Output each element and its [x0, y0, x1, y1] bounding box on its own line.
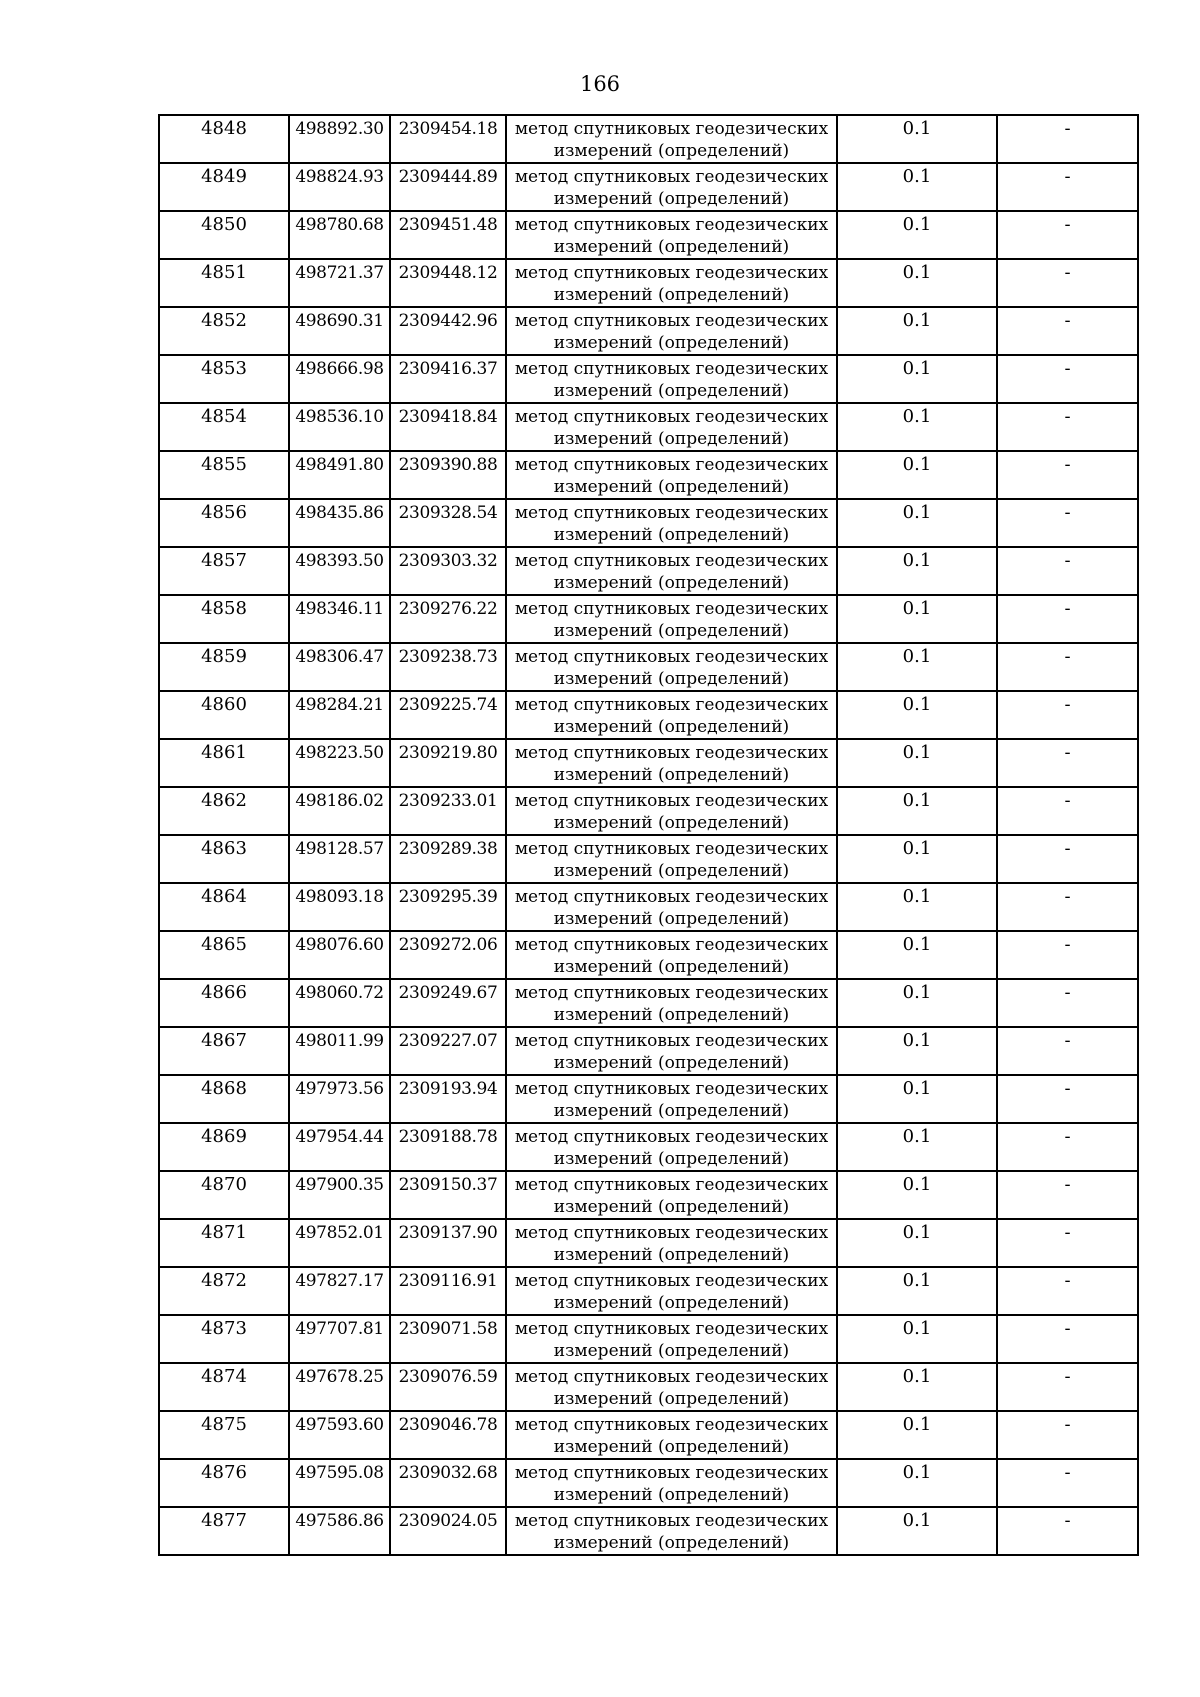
method-text-line: метод спутниковых геодезических: [514, 1415, 829, 1435]
y-coordinate-cell: 2309295.39: [390, 883, 506, 931]
accuracy-cell: 0.1: [837, 499, 997, 547]
y-coordinate-cell: 2309076.59: [390, 1363, 506, 1411]
description-cell: -: [997, 403, 1138, 451]
table-row: [159, 1459, 1138, 1507]
point-number-cell: 4864: [159, 883, 289, 931]
method-text-line: измерений (определений): [553, 381, 790, 401]
point-number-cell: 4870: [159, 1171, 289, 1219]
description-cell: -: [997, 691, 1138, 739]
point-number-cell: 4873: [159, 1315, 289, 1363]
table-row: [159, 931, 1138, 979]
method-cell: [506, 1171, 837, 1219]
method-text-line: измерений (определений): [553, 1149, 790, 1169]
method-cell: [506, 163, 837, 211]
description-cell: -: [997, 1219, 1138, 1267]
accuracy-cell: 0.1: [837, 979, 997, 1027]
y-coordinate-cell: 2309289.38: [390, 835, 506, 883]
point-number-cell: 4868: [159, 1075, 289, 1123]
table-row: [159, 835, 1138, 883]
point-number-cell: 4851: [159, 259, 289, 307]
method-text-line: метод спутниковых геодезических: [514, 503, 829, 523]
method-cell: [506, 1315, 837, 1363]
point-number-cell: 4872: [159, 1267, 289, 1315]
x-coordinate-cell: 497593.60: [289, 1411, 390, 1459]
y-coordinate-cell: 2309454.18: [390, 115, 506, 163]
x-coordinate-cell: 498093.18: [289, 883, 390, 931]
method-text-line: измерений (определений): [553, 957, 790, 977]
y-coordinate-cell: 2309418.84: [390, 403, 506, 451]
table-row: [159, 355, 1138, 403]
method-text-line: измерений (определений): [553, 1101, 790, 1121]
table-row: [159, 1315, 1138, 1363]
method-text-line: измерений (определений): [553, 669, 790, 689]
method-cell: [506, 403, 837, 451]
x-coordinate-cell: 498284.21: [289, 691, 390, 739]
y-coordinate-cell: 2309233.01: [390, 787, 506, 835]
accuracy-cell: 0.1: [837, 355, 997, 403]
page-number: 166: [579, 72, 621, 96]
accuracy-cell: 0.1: [837, 1171, 997, 1219]
method-text-line: метод спутниковых геодезических: [514, 215, 829, 235]
point-number-cell: 4854: [159, 403, 289, 451]
description-cell: -: [997, 211, 1138, 259]
y-coordinate-cell: 2309448.12: [390, 259, 506, 307]
point-number-cell: 4867: [159, 1027, 289, 1075]
table-row: [159, 595, 1138, 643]
method-text-line: метод спутниковых геодезических: [514, 263, 829, 283]
method-cell: [506, 883, 837, 931]
y-coordinate-cell: 2309442.96: [390, 307, 506, 355]
point-number-cell: 4874: [159, 1363, 289, 1411]
y-coordinate-cell: 2309188.78: [390, 1123, 506, 1171]
method-text-line: измерений (определений): [553, 1389, 790, 1409]
method-text-line: измерений (определений): [553, 1533, 790, 1553]
table-row: [159, 979, 1138, 1027]
point-number-cell: 4861: [159, 739, 289, 787]
point-number-cell: 4856: [159, 499, 289, 547]
description-cell: -: [997, 499, 1138, 547]
method-text-line: метод спутниковых геодезических: [514, 887, 829, 907]
x-coordinate-cell: 498011.99: [289, 1027, 390, 1075]
method-text-line: измерений (определений): [553, 141, 790, 161]
x-coordinate-cell: 498721.37: [289, 259, 390, 307]
method-text-line: измерений (определений): [553, 1005, 790, 1025]
method-cell: [506, 259, 837, 307]
method-text-line: метод спутниковых геодезических: [514, 1511, 829, 1531]
accuracy-cell: 0.1: [837, 1123, 997, 1171]
method-text-line: метод спутниковых геодезических: [514, 359, 829, 379]
method-cell: [506, 835, 837, 883]
table-row: [159, 1123, 1138, 1171]
description-cell: -: [997, 259, 1138, 307]
table-row: [159, 307, 1138, 355]
y-coordinate-cell: 2309390.88: [390, 451, 506, 499]
y-coordinate-cell: 2309225.74: [390, 691, 506, 739]
method-text-line: измерений (определений): [553, 1293, 790, 1313]
method-cell: [506, 1123, 837, 1171]
description-cell: -: [997, 739, 1138, 787]
table-row: [159, 643, 1138, 691]
description-cell: -: [997, 1171, 1138, 1219]
y-coordinate-cell: 2309071.58: [390, 1315, 506, 1363]
table-row: [159, 739, 1138, 787]
method-cell: [506, 1459, 837, 1507]
point-number-cell: 4871: [159, 1219, 289, 1267]
coordinates-table-body: [159, 115, 1138, 1555]
point-number-cell: 4852: [159, 307, 289, 355]
accuracy-cell: 0.1: [837, 259, 997, 307]
point-number-cell: 4863: [159, 835, 289, 883]
method-text-line: измерений (определений): [553, 285, 790, 305]
method-text-line: метод спутниковых геодезических: [514, 1175, 829, 1195]
table-row: [159, 1075, 1138, 1123]
method-text-line: метод спутниковых геодезических: [514, 1463, 829, 1483]
method-text-line: измерений (определений): [553, 717, 790, 737]
table-row: [159, 259, 1138, 307]
method-text-line: метод спутниковых геодезических: [514, 695, 829, 715]
accuracy-cell: 0.1: [837, 1315, 997, 1363]
description-cell: -: [997, 979, 1138, 1027]
table-row: [159, 403, 1138, 451]
description-cell: -: [997, 1027, 1138, 1075]
method-text-line: метод спутниковых геодезических: [514, 311, 829, 331]
y-coordinate-cell: 2309451.48: [390, 211, 506, 259]
point-number-cell: 4849: [159, 163, 289, 211]
x-coordinate-cell: 498435.86: [289, 499, 390, 547]
method-cell: [506, 499, 837, 547]
method-cell: [506, 1027, 837, 1075]
table-row: [159, 1507, 1138, 1555]
table-row: [159, 547, 1138, 595]
x-coordinate-cell: 498076.60: [289, 931, 390, 979]
method-text-line: измерений (определений): [553, 621, 790, 641]
method-cell: [506, 979, 837, 1027]
accuracy-cell: 0.1: [837, 739, 997, 787]
y-coordinate-cell: 2309219.80: [390, 739, 506, 787]
table-row: [159, 883, 1138, 931]
method-text-line: измерений (определений): [553, 1437, 790, 1457]
y-coordinate-cell: 2309328.54: [390, 499, 506, 547]
point-number-cell: 4850: [159, 211, 289, 259]
accuracy-cell: 0.1: [837, 547, 997, 595]
x-coordinate-cell: 497827.17: [289, 1267, 390, 1315]
x-coordinate-cell: 498186.02: [289, 787, 390, 835]
y-coordinate-cell: 2309227.07: [390, 1027, 506, 1075]
method-cell: [506, 643, 837, 691]
x-coordinate-cell: 497586.86: [289, 1507, 390, 1555]
point-number-cell: 4865: [159, 931, 289, 979]
table-row: [159, 115, 1138, 163]
method-cell: [506, 1219, 837, 1267]
table-row: [159, 787, 1138, 835]
x-coordinate-cell: 498128.57: [289, 835, 390, 883]
method-text-line: метод спутниковых геодезических: [514, 1079, 829, 1099]
point-number-cell: 4855: [159, 451, 289, 499]
accuracy-cell: 0.1: [837, 787, 997, 835]
x-coordinate-cell: 498690.31: [289, 307, 390, 355]
description-cell: -: [997, 1075, 1138, 1123]
point-number-cell: 4858: [159, 595, 289, 643]
y-coordinate-cell: 2309137.90: [390, 1219, 506, 1267]
point-number-cell: 4877: [159, 1507, 289, 1555]
description-cell: -: [997, 1363, 1138, 1411]
method-text-line: метод спутниковых геодезических: [514, 599, 829, 619]
y-coordinate-cell: 2309416.37: [390, 355, 506, 403]
x-coordinate-cell: 498306.47: [289, 643, 390, 691]
method-text-line: измерений (определений): [553, 573, 790, 593]
accuracy-cell: 0.1: [837, 1075, 997, 1123]
method-text-line: метод спутниковых геодезических: [514, 455, 829, 475]
method-text-line: метод спутниковых геодезических: [514, 119, 829, 139]
accuracy-cell: 0.1: [837, 835, 997, 883]
description-cell: -: [997, 835, 1138, 883]
table-row: [159, 1363, 1138, 1411]
x-coordinate-cell: 498060.72: [289, 979, 390, 1027]
description-cell: -: [997, 307, 1138, 355]
method-text-line: метод спутниковых геодезических: [514, 1271, 829, 1291]
y-coordinate-cell: 2309272.06: [390, 931, 506, 979]
description-cell: -: [997, 595, 1138, 643]
method-cell: [506, 547, 837, 595]
table-row: [159, 1027, 1138, 1075]
method-text-line: метод спутниковых геодезических: [514, 1127, 829, 1147]
y-coordinate-cell: 2309032.68: [390, 1459, 506, 1507]
point-number-cell: 4859: [159, 643, 289, 691]
x-coordinate-cell: 498346.11: [289, 595, 390, 643]
table-row: [159, 691, 1138, 739]
method-text-line: измерений (определений): [553, 1053, 790, 1073]
x-coordinate-cell: 498536.10: [289, 403, 390, 451]
method-text-line: измерений (определений): [553, 813, 790, 833]
method-cell: [506, 1507, 837, 1555]
method-cell: [506, 595, 837, 643]
y-coordinate-cell: 2309116.91: [390, 1267, 506, 1315]
accuracy-cell: 0.1: [837, 115, 997, 163]
method-text-line: измерений (определений): [553, 189, 790, 209]
method-text-line: метод спутниковых геодезических: [514, 1031, 829, 1051]
description-cell: -: [997, 163, 1138, 211]
point-number-cell: 4862: [159, 787, 289, 835]
accuracy-cell: 0.1: [837, 1363, 997, 1411]
description-cell: -: [997, 1267, 1138, 1315]
table-row: [159, 211, 1138, 259]
description-cell: -: [997, 1411, 1138, 1459]
x-coordinate-cell: 497595.08: [289, 1459, 390, 1507]
method-text-line: метод спутниковых геодезических: [514, 839, 829, 859]
accuracy-cell: 0.1: [837, 403, 997, 451]
method-text-line: измерений (определений): [553, 1245, 790, 1265]
method-cell: [506, 307, 837, 355]
method-cell: [506, 115, 837, 163]
accuracy-cell: 0.1: [837, 1507, 997, 1555]
accuracy-cell: 0.1: [837, 931, 997, 979]
y-coordinate-cell: 2309276.22: [390, 595, 506, 643]
accuracy-cell: 0.1: [837, 595, 997, 643]
table-row: [159, 499, 1138, 547]
point-number-cell: 4857: [159, 547, 289, 595]
method-text-line: метод спутниковых геодезических: [514, 1223, 829, 1243]
table-row: [159, 1219, 1138, 1267]
description-cell: -: [997, 451, 1138, 499]
x-coordinate-cell: 498780.68: [289, 211, 390, 259]
description-cell: -: [997, 115, 1138, 163]
method-cell: [506, 1363, 837, 1411]
description-cell: -: [997, 1123, 1138, 1171]
table-row: [159, 1411, 1138, 1459]
table-row: [159, 451, 1138, 499]
description-cell: -: [997, 1459, 1138, 1507]
x-coordinate-cell: 497954.44: [289, 1123, 390, 1171]
method-text-line: измерений (определений): [553, 333, 790, 353]
method-text-line: метод спутниковых геодезических: [514, 167, 829, 187]
description-cell: -: [997, 931, 1138, 979]
x-coordinate-cell: 497973.56: [289, 1075, 390, 1123]
point-number-cell: 4853: [159, 355, 289, 403]
description-cell: -: [997, 1507, 1138, 1555]
description-cell: -: [997, 643, 1138, 691]
method-text-line: метод спутниковых геодезических: [514, 551, 829, 571]
method-text-line: метод спутниковых геодезических: [514, 1367, 829, 1387]
accuracy-cell: 0.1: [837, 1459, 997, 1507]
method-text-line: измерений (определений): [553, 1197, 790, 1217]
table-row: [159, 1171, 1138, 1219]
accuracy-cell: 0.1: [837, 451, 997, 499]
y-coordinate-cell: 2309444.89: [390, 163, 506, 211]
accuracy-cell: 0.1: [837, 163, 997, 211]
description-cell: -: [997, 883, 1138, 931]
method-text-line: метод спутниковых геодезических: [514, 647, 829, 667]
y-coordinate-cell: 2309024.05: [390, 1507, 506, 1555]
table-row: [159, 163, 1138, 211]
accuracy-cell: 0.1: [837, 691, 997, 739]
accuracy-cell: 0.1: [837, 1219, 997, 1267]
method-text-line: измерений (определений): [553, 909, 790, 929]
method-cell: [506, 1075, 837, 1123]
description-cell: -: [997, 787, 1138, 835]
method-cell: [506, 931, 837, 979]
method-text-line: метод спутниковых геодезических: [514, 1319, 829, 1339]
method-text-line: метод спутниковых геодезических: [514, 407, 829, 427]
method-text-line: метод спутниковых геодезических: [514, 935, 829, 955]
y-coordinate-cell: 2309193.94: [390, 1075, 506, 1123]
y-coordinate-cell: 2309150.37: [390, 1171, 506, 1219]
x-coordinate-cell: 498824.93: [289, 163, 390, 211]
method-cell: [506, 691, 837, 739]
method-text-line: измерений (определений): [553, 525, 790, 545]
description-cell: -: [997, 1315, 1138, 1363]
method-text-line: измерений (определений): [553, 237, 790, 257]
point-number-cell: 4848: [159, 115, 289, 163]
x-coordinate-cell: 497852.01: [289, 1219, 390, 1267]
method-text-line: метод спутниковых геодезических: [514, 791, 829, 811]
description-cell: -: [997, 355, 1138, 403]
x-coordinate-cell: 497678.25: [289, 1363, 390, 1411]
method-cell: [506, 739, 837, 787]
method-cell: [506, 211, 837, 259]
point-number-cell: 4875: [159, 1411, 289, 1459]
accuracy-cell: 0.1: [837, 307, 997, 355]
x-coordinate-cell: 498666.98: [289, 355, 390, 403]
method-text-line: измерений (определений): [553, 477, 790, 497]
y-coordinate-cell: 2309238.73: [390, 643, 506, 691]
method-cell: [506, 787, 837, 835]
x-coordinate-cell: 498491.80: [289, 451, 390, 499]
method-cell: [506, 1267, 837, 1315]
method-cell: [506, 355, 837, 403]
point-number-cell: 4876: [159, 1459, 289, 1507]
method-text-line: метод спутниковых геодезических: [514, 743, 829, 763]
y-coordinate-cell: 2309303.32: [390, 547, 506, 595]
x-coordinate-cell: 498393.50: [289, 547, 390, 595]
x-coordinate-cell: 497900.35: [289, 1171, 390, 1219]
point-number-cell: 4869: [159, 1123, 289, 1171]
accuracy-cell: 0.1: [837, 1027, 997, 1075]
accuracy-cell: 0.1: [837, 1267, 997, 1315]
method-text-line: измерений (определений): [553, 1341, 790, 1361]
method-text-line: измерений (определений): [553, 861, 790, 881]
method-text-line: измерений (определений): [553, 429, 790, 449]
method-cell: [506, 1411, 837, 1459]
accuracy-cell: 0.1: [837, 1411, 997, 1459]
accuracy-cell: 0.1: [837, 883, 997, 931]
accuracy-cell: 0.1: [837, 211, 997, 259]
x-coordinate-cell: 497707.81: [289, 1315, 390, 1363]
description-cell: -: [997, 547, 1138, 595]
coordinates-table: [158, 114, 1139, 1556]
x-coordinate-cell: 498892.30: [289, 115, 390, 163]
table-row: [159, 1267, 1138, 1315]
method-text-line: метод спутниковых геодезических: [514, 983, 829, 1003]
y-coordinate-cell: 2309046.78: [390, 1411, 506, 1459]
method-text-line: измерений (определений): [553, 1485, 790, 1505]
method-text-line: измерений (определений): [553, 765, 790, 785]
x-coordinate-cell: 498223.50: [289, 739, 390, 787]
method-cell: [506, 451, 837, 499]
point-number-cell: 4866: [159, 979, 289, 1027]
y-coordinate-cell: 2309249.67: [390, 979, 506, 1027]
accuracy-cell: 0.1: [837, 643, 997, 691]
point-number-cell: 4860: [159, 691, 289, 739]
